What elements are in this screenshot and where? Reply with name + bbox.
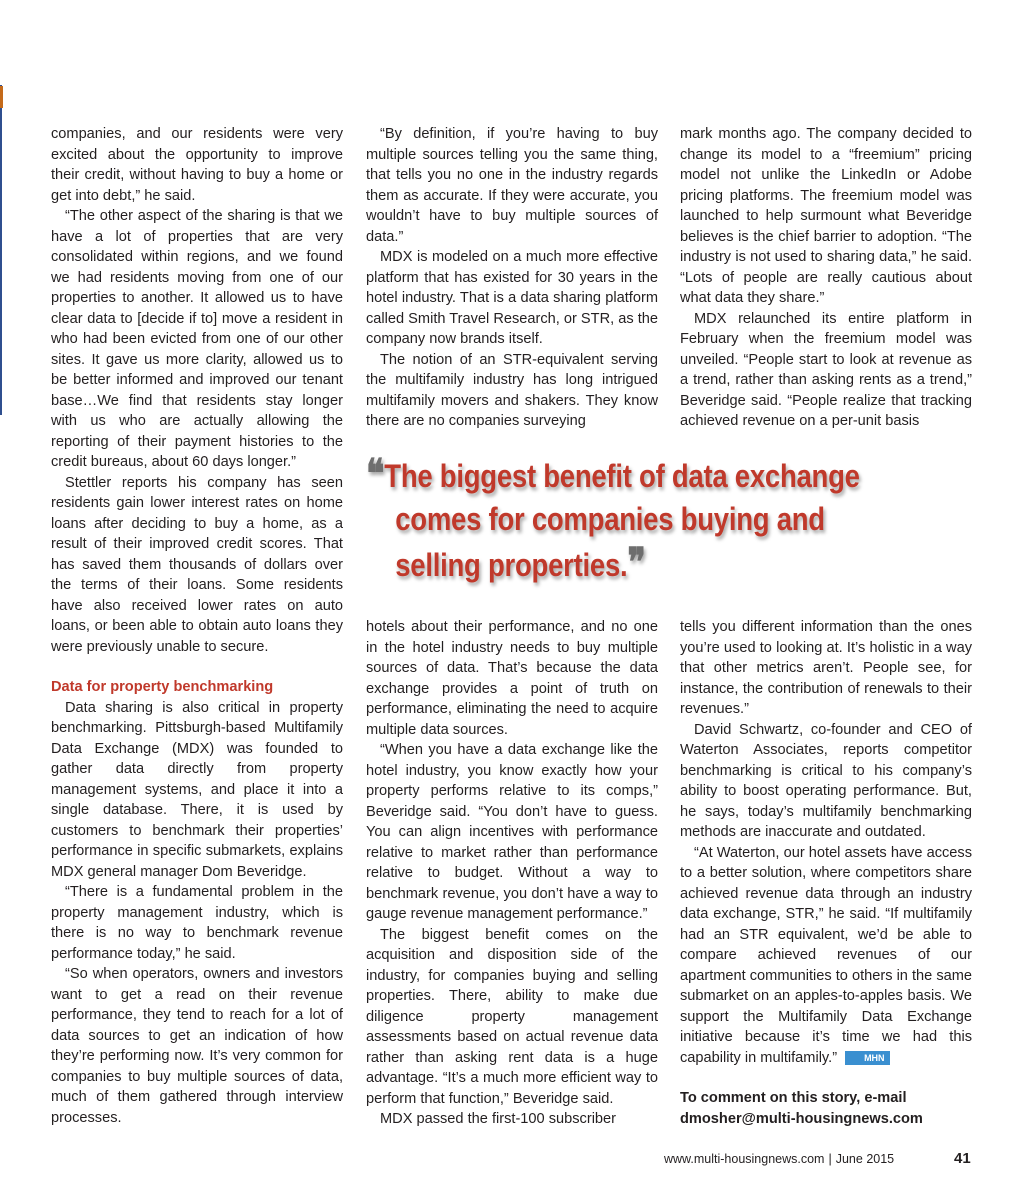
article-column-3-top bbox=[680, 124, 972, 432]
paragraph: David Schwartz, co-founder and CEO of Waterton Associates, reports competitor benchmarking is critical to his company’s ability to boost operating performance. But, he says, today’s multifamily benchmarking methods are inaccurate and outdated. bbox=[680, 721, 972, 840]
paragraph: MDX is modeled on a much more effective platform that has existed for 30 years in the hotel industry. That is a data sharing platform called Smith Travel Research, or STR, as the company now brands itself. bbox=[366, 249, 658, 347]
pull-quote-line-2 bbox=[366, 498, 891, 541]
pull-quote bbox=[366, 452, 891, 587]
article-column-3-bottom bbox=[680, 617, 972, 1129]
paragraph: companies, and our residents were very excited about the opportunity to improve their credit, without having to buy a home or get into debt,” he said. bbox=[51, 126, 343, 204]
close-quote-icon: ❞ bbox=[627, 539, 646, 586]
paragraph: Stettler reports his company has seen residents gain lower interest rates on home loans after deciding to buy a home, as a result of their improved credit scores. That has saved them thousands of dollars over the terms of their loans. Some residents have also received lower rates on auto loans, or been able to obtain auto loans they were previously unable to secure. bbox=[51, 474, 343, 655]
comment-email-note[interactable]: To comment on this story, e-mail dmosher@multi-housingnews.com bbox=[680, 1090, 923, 1127]
article-column-1 bbox=[51, 124, 343, 1128]
article-column-2-bottom bbox=[366, 617, 658, 1130]
page-edge-bar bbox=[0, 85, 2, 415]
footer-separator: | bbox=[828, 1152, 832, 1166]
pull-quote-text-2: comes for companies buying and bbox=[395, 501, 825, 537]
paragraph-text: “At Waterton, our hotel assets have access to a better solution, where competitors share achieved revenue data through an industry data exchange, STR,” he said. “If multifamily had an STR equivalent, we’d be able to compare achieved revenues of our apartment communities to others in the same submarket on an apples-to-apples basis. We support the Multifamily Data Exchange initiative because it’s time we had this capability in multifamily.” bbox=[680, 844, 973, 1066]
paragraph: “The other aspect of the sharing is that we have a lot of properties that are very consolidated within regions, and we found we had residents moving from one of our properties to another. It allowed us to have clear data to [decide if to] move a resident in who had been evicted from one of our other sites. It gave us more clarity, allowed us to be better informed and improved our tenant base…We find that residents stay longer with us who are actually allowing the reporting of their payment histories to the credit bureaus, about 60 days longer.” bbox=[51, 208, 343, 470]
pull-quote-text-1: The biggest benefit of data exchange bbox=[384, 458, 860, 494]
paragraph: The biggest benefit comes on the acquisition and disposition side of the industry, for companies buying and selling properties. There, ability to make due diligence property management assessments based on actual revenue data rather than asking rent data is a huge advantage. “It’s a much more efficient way to perform that function,” Beveridge said. bbox=[366, 926, 658, 1107]
footer-issue-date: June 2015 bbox=[835, 1152, 895, 1166]
pull-quote-text-3: selling properties. bbox=[395, 547, 628, 583]
article-column-2-top bbox=[366, 124, 658, 432]
paragraph: hotels about their performance, and no one in the hotel industry needs to buy multiple sources of data. That’s because the data exchange provides a point of truth on performance, eliminating the need to acquire multiple data sources. bbox=[366, 619, 658, 738]
paragraph: Data sharing is also critical in property benchmarking. Pittsburgh-based Multifamily Data Exchange (MDX) was founded to gather data directly from property management systems, and place it into a single database. There, it is used by customers to benchmark their properties’ performance in specific submarkets, explains MDX general manager Dom Beveridge. bbox=[51, 699, 343, 880]
paragraph: The notion of an STR-equivalent serving the multifamily industry has long intrigued multifamily movers and shakers. They know there are no companies surveying bbox=[366, 351, 658, 429]
paragraph: MDX passed the first-100 subscriber bbox=[380, 1111, 617, 1127]
mhn-end-badge: MHN bbox=[845, 1051, 890, 1065]
page-number: 41 bbox=[954, 1150, 971, 1167]
page-footer bbox=[664, 1152, 894, 1166]
paragraph: “So when operators, owners and investors want to get a read on their revenue performance, they tend to reach for a lot of data sources to get an indication of how they’re performing now. It’s very common for companies to buy multiple sources of data, much of them gathered through interview processes. bbox=[51, 966, 343, 1126]
paragraph: mark months ago. The company decided to change its model to a “freemium” pricing model not unlike the LinkedIn or Adobe pricing platforms. The freemium model was launched to help surmount what Beveridge believes is the chief barrier to adoption. “The industry is not used to sharing data,” he said. “Lots of people are really cautious about what data they share.” bbox=[680, 126, 972, 306]
paragraph: tells you different information than the ones you’re used to looking at. It’s holistic in a way that other metrics aren’t. People see, for instance, the contribution of renewals to their revenues.” bbox=[680, 619, 972, 717]
section-heading: Data for property benchmarking bbox=[51, 679, 274, 695]
paragraph: “There is a fundamental problem in the property management industry, which is there is no way to benchmark revenue performance today,” he said. bbox=[51, 884, 343, 962]
pull-quote-line-3 bbox=[366, 541, 891, 587]
paragraph: MDX relaunched its entire platform in February when the freemium model was unveiled. “People start to look at revenue as a trend, rather than asking rents as a trend,” Beveridge said. “People realize that tracking achieved revenue on a per-unit basis bbox=[680, 310, 972, 429]
open-quote-icon: ❝ bbox=[366, 450, 385, 497]
paragraph: “When you have a data exchange like the hotel industry, you know exactly how your property performs relative to its comps,” Beveridge said. “You don’t have to guess. You can align incentives with performance relative to market rather than performance relative to budget. Without a way to benchmark revenue, you don’t have a way to gauge revenue management performance.” bbox=[366, 742, 658, 922]
footer-website-link[interactable]: www.multi-housingnews.com bbox=[664, 1152, 825, 1166]
paragraph bbox=[680, 843, 972, 1069]
pull-quote-line-1 bbox=[366, 452, 891, 498]
paragraph: “By definition, if you’re having to buy multiple sources telling you the same thing, that tells you no one in the industry regards them as accurate. If they were accurate, you wouldn’t have to buy multiple sources of data.” bbox=[366, 126, 658, 245]
page-edge-tick bbox=[0, 86, 3, 108]
